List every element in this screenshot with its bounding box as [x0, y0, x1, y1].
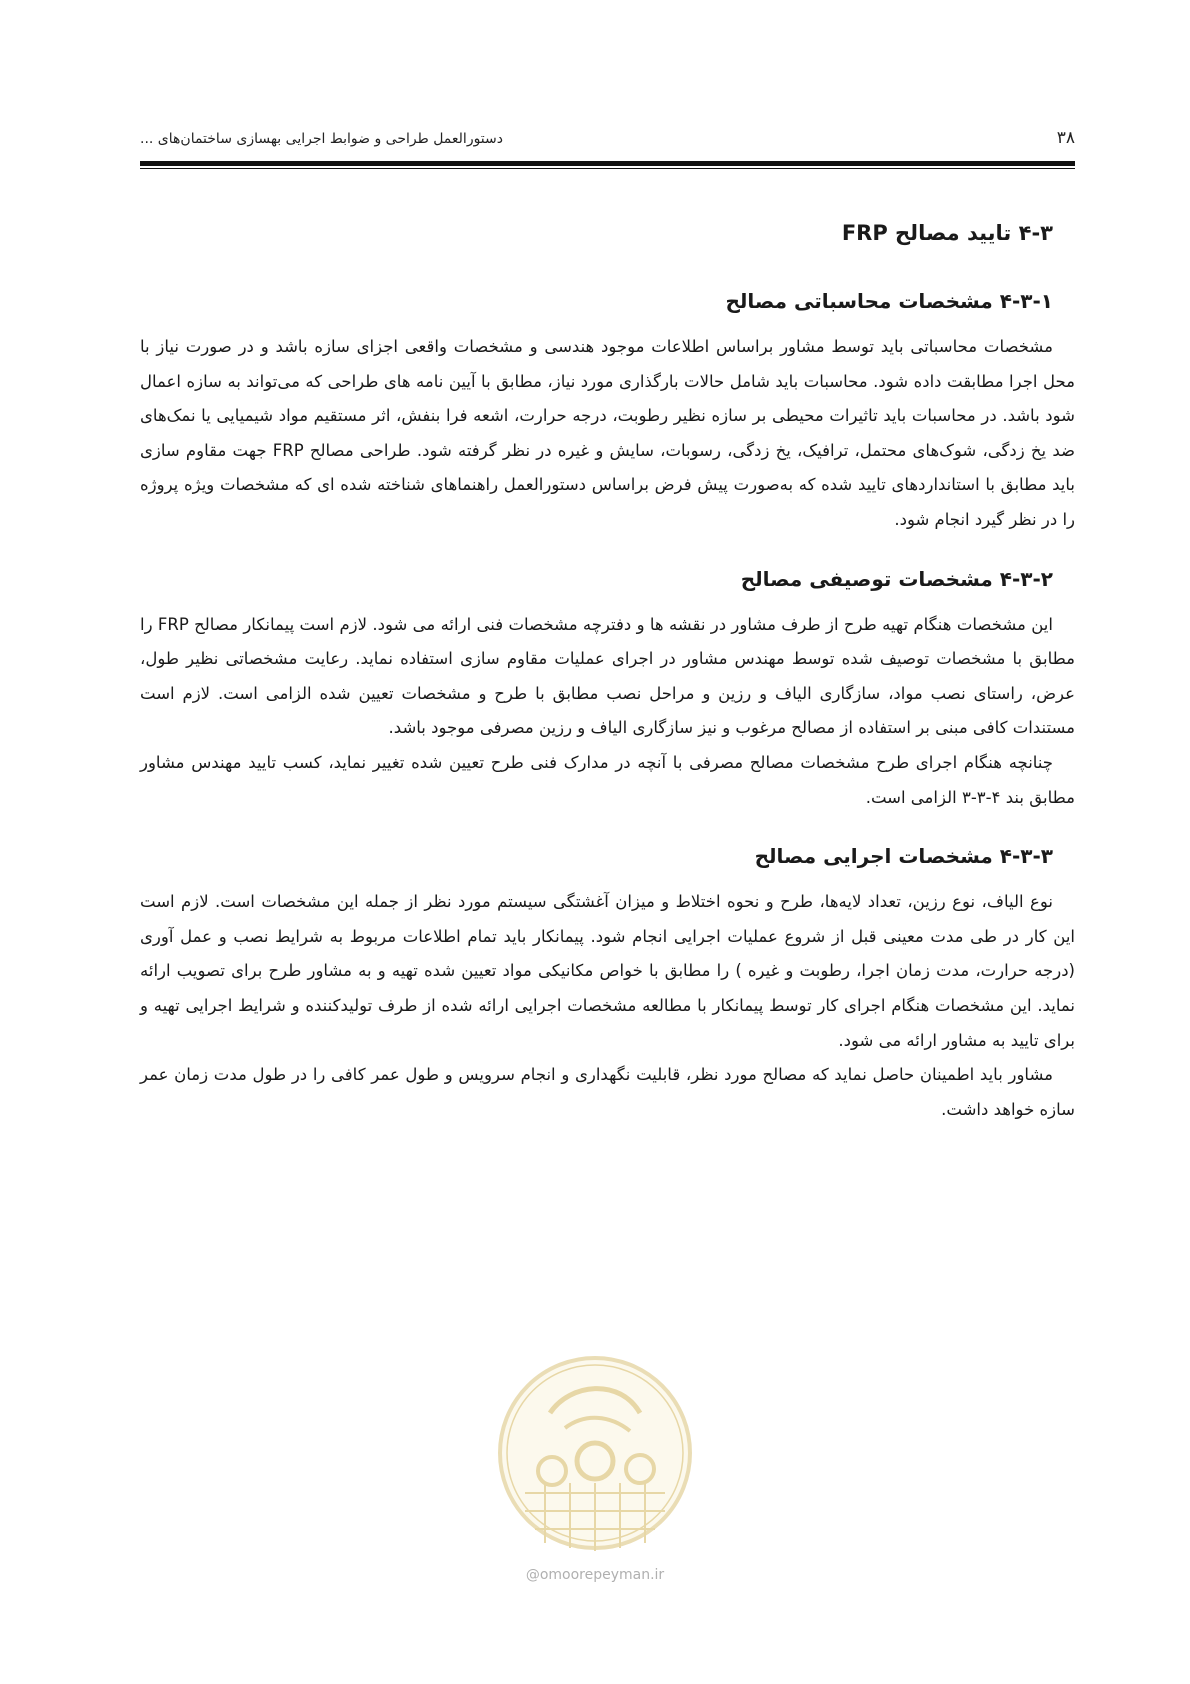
paragraph: این مشخصات هنگام تهیه طرح از طرف مشاور در نقشه ها و دفترچه مشخصات فنی ارائه می شود. لازم است پیمانکار مصالح FRP را مطابق با مشخصات توصیف شده توسط مهندس مشاور در اجرای عملیات مقاوم سازی استفاده نماید. رعایت مشخصاتی نظیر طول، عرض، راستای نصب مواد، سازگاری الیاف و رزین و مراحل نصب مطابق با طرح و مشخصات تعیین شده الزامی است. لازم است مستندات کافی مبنی بر استفاده از مصالح مرغوب و نیز سازگاری الیاف و رزین مصرفی موجود باشد. — [140, 614, 1075, 738]
paragraph: مشخصات محاسباتی باید توسط مشاور براساس اطلاعات موجود هندسی و مشخصات واقعی اجزای سازه باشد و در صورت نیاز با محل اجرا مطابقت داده شود. محاسبات باید شامل حالات بارگذاری مورد نیاز، مطابق با آیین نامه های طراحی که می‌تواند به سازه اعمال شود باشد. در محاسبات باید تاثیرات محیطی بر سازه نظیر رطوبت، درجه حرارت، اشعه فرا بنفش، اثر مستقیم مواد شیمیایی یا نمک‌های ضد یخ زدگی، شوک‌های محتمل، ترافیک، یخ زدگی، رسوبات، سایش و غیره در نظر گرفته شود. طراحی مصالح FRP جهت مقاوم سازی باید مطابق با استانداردهای تایید شده که به‌صورت پیش فرض براساس دستورالعمل راهنماهای شناخته شده ای که مشخصات ویژه پروژه را در نظر گیرد انجام شود. — [140, 337, 1076, 529]
subsection-title: ۴-۳-۳ مشخصات اجرایی مصالح — [754, 844, 1053, 869]
subsection-execution — [140, 841, 1075, 1127]
paragraph: چنانچه هنگام اجرای طرح مشخصات مصالح مصرفی با آنچه در مدارک فنی طرح تعیین شده تغییر نماید، کسب تایید مهندس مشاور مطابق بند ۴-۳-۳ الزامی است. — [140, 752, 1075, 807]
section-title: ۴-۳ تایید مصالح FRP — [841, 221, 1053, 245]
subsection-computational — [140, 286, 1075, 538]
at-icon: @ — [525, 1567, 540, 1583]
header-rule-thick — [140, 161, 1075, 166]
running-title: دستورالعمل طراحی و ضوابط اجرایی بهسازی ساختمان‌های ... — [140, 131, 503, 147]
paragraph: مشاور باید اطمینان حاصل نماید که مصالح مورد نظر، قابلیت نگهداری و انجام سرویس و طول عمر کافی را در طول مدت زمان عمر سازه خواهد داشت. — [140, 1065, 1075, 1119]
page-header — [140, 128, 1075, 156]
paragraph: نوع الیاف، نوع رزین، تعداد لایه‌ها، طرح و نحوه اختلاط و میزان آغشتگی سیستم مورد نظر از جمله این مشخصات است. لازم است این کار در طی مدت معینی قبل از شروع عملیات اجرایی انجام شود. پیمانکار باید تمام اطلاعات مربوط به شرایط نصب و عمل آوری (درجه حرارت، مدت زمان اجرا، رطوبت و غیره ) را مطابق با خواص مکانیکی مواد تعیین شده تهیه و به مشاور طرح برای تصویب ارائه نماید. این مشخصات هنگام اجرای کار توسط پیمانکار با مطالعه مشخصات اجرایی ارائه شده از طرف تولیدکننده و شرایط اجرایی تهیه و برای تایید به مشاور ارائه می شود. — [140, 892, 1075, 1050]
header-rule-thin — [140, 168, 1075, 169]
watermark-url: omoorepeyman.ir — [539, 1567, 665, 1583]
subsection-title: ۴-۳-۲ مشخصات توصیفی مصالح — [740, 566, 1053, 591]
page-number: ۳۸ — [1056, 128, 1075, 148]
watermark-caption — [490, 1567, 700, 1583]
watermark-logo — [490, 1343, 700, 1563]
subsection-descriptive — [140, 564, 1075, 816]
main-content — [140, 218, 1075, 1149]
subsection-title: ۴-۳-۱ مشخصات محاسباتی مصالح — [725, 289, 1053, 313]
